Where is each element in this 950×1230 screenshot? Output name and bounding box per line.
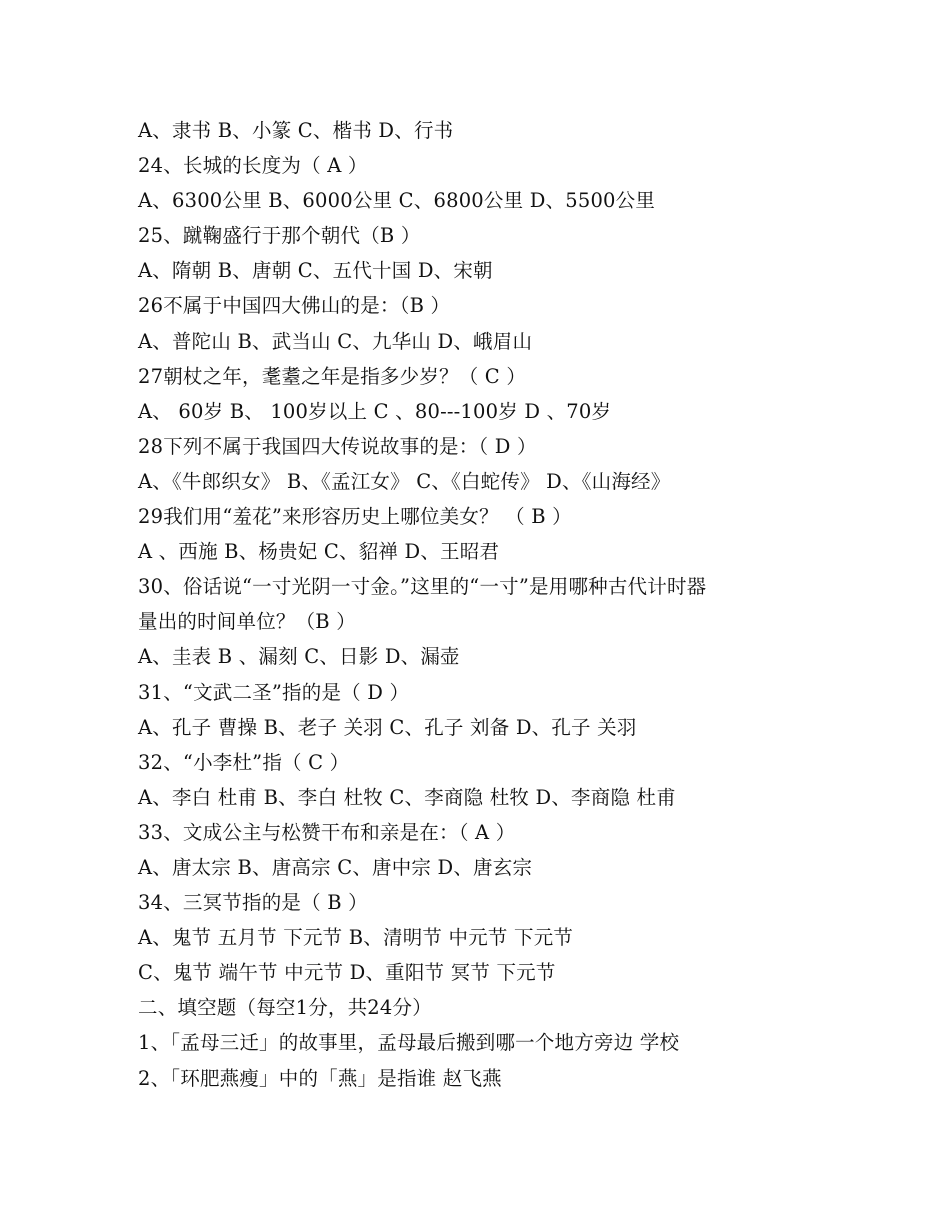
- section-heading-fill-in: 二、填空题（每空1分，共24分）: [138, 996, 432, 1020]
- question-27: 27朝杖之年，耄耋之年是指多少岁？（ C ）: [138, 364, 527, 388]
- question-29: 29我们用“羞花”来形容历史上哪位美女？ （ B ）: [138, 505, 572, 529]
- question-34: 34、三冥节指的是（ B ）: [138, 891, 368, 915]
- document-body: [138, 113, 838, 1096]
- answer-options-q23: A、隶书 B、小篆 C、楷书 D、行书: [138, 119, 454, 142]
- question-30-line-1: 30、俗话说“一寸光阴一寸金。”这里的“一寸”是用哪种古代计时器: [138, 575, 707, 599]
- answer-options-q34-ab: A、鬼节 五月节 下元节 B、清明节 中元节 下元节: [138, 926, 574, 950]
- question-24: 24、长城的长度为（ A ）: [138, 154, 368, 178]
- answer-options-q31: A、孔子 曹操 B、老子 关羽 C、孔子 刘备 D、孔子 关羽: [138, 715, 637, 739]
- answer-options-q34-cd: C、鬼节 端午节 中元节 D、重阳节 冥节 下元节: [138, 961, 556, 985]
- answer-options-q29: A 、西施 B、杨贵妃 C、貂禅 D、王昭君: [138, 540, 500, 564]
- question-31: 31、“文武二圣”指的是（ D ）: [138, 680, 410, 704]
- answer-options-q30: A、圭表 B 、漏刻 C、日影 D、漏壶: [138, 645, 460, 669]
- answer-options-q33: A、唐太宗 B、唐高宗 C、唐中宗 D、唐玄宗: [138, 855, 533, 879]
- answer-options-q25: A、隋朝 B、唐朝 C、五代十国 D、宋朝: [138, 259, 493, 283]
- question-26: 26不属于中国四大佛山的是：（B ）: [138, 294, 451, 318]
- fill-in-question-1: 1、「孟母三迁」的故事里，孟母最后搬到哪一个地方旁边 学校: [138, 1031, 680, 1055]
- question-33: 33、文成公主与松赞干布和亲是在：（ A ）: [138, 820, 516, 844]
- answer-options-q24: A、6300公里 B、6000公里 C、6800公里 D、5500公里: [138, 189, 656, 213]
- answer-options-q26: A、普陀山 B、武当山 C、九华山 D、峨眉山: [138, 329, 533, 353]
- answer-options-q28: A、《牛郎织女》 B、《孟江女》 C、《白蛇传》 D、《山海经》: [138, 469, 671, 493]
- answer-options-q27: A、 60岁 B、 100岁以上 C 、80---100岁 D 、70岁: [138, 399, 612, 423]
- answer-options-q32: A、李白 杜甫 B、李白 杜牧 C、李商隐 杜牧 D、李商隐 杜甫: [138, 785, 676, 809]
- question-32: 32、“小李杜”指（ C ）: [138, 750, 350, 774]
- question-28: 28下列不属于我国四大传说故事的是：（ D ）: [138, 434, 537, 458]
- fill-in-question-2: 2、「环肥燕瘦」中的「燕」是指谁 赵飞燕: [138, 1066, 502, 1090]
- question-25: 25、蹴鞠盛行于那个朝代（B ）: [138, 224, 421, 248]
- question-30-line-2: 量出的时间单位？（B ）: [138, 610, 356, 634]
